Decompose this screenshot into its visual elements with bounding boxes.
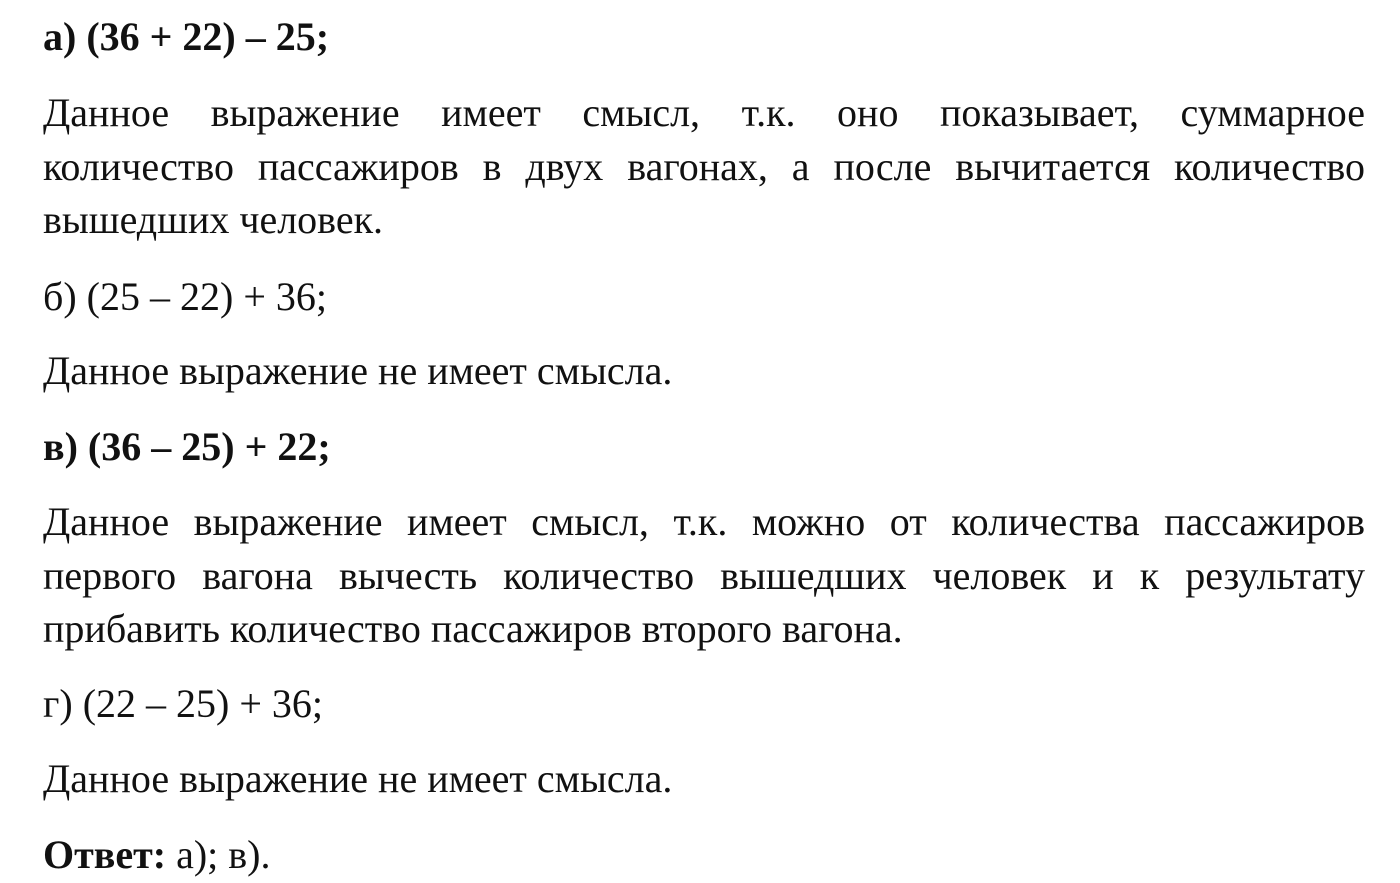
item-g-heading: г) (22 – 25) + 36; <box>43 681 324 726</box>
answer-label: Ответ: <box>43 832 167 877</box>
item-a-explanation-line-3: вышедших человек. <box>43 197 384 242</box>
item-v-explanation-line-2: первого вагона вычесть количество вышедших человек и к результату <box>43 552 1365 598</box>
item-v-explanation <box>43 495 1365 656</box>
item-v-explanation-line-1: Данное выражение имеет смысл, т.к. можно от количества пассажиров <box>43 499 1365 544</box>
item-v-heading: в) (36 – 25) + 22; <box>43 424 331 469</box>
answer-value: а); в). <box>176 832 271 877</box>
item-b-explanation: Данное выражение не имеет смысла. <box>43 348 673 393</box>
item-a-explanation-line-1: Данное выражение имеет смысл, т.к. оно показывает, суммарное <box>43 90 1365 135</box>
item-g-explanation: Данное выражение не имеет смысла. <box>43 756 673 801</box>
item-b-heading: б) (25 – 22) + 36; <box>43 274 327 319</box>
item-a-explanation <box>43 86 1365 247</box>
item-a-heading: а) (36 + 22) – 25; <box>43 14 330 59</box>
item-a-explanation-line-2: количество пассажиров в двух вагонах, а после вычитается количество <box>43 143 1365 189</box>
item-v-explanation-line-3: прибавить количество пассажиров второго вагона. <box>43 606 903 651</box>
answer-line <box>43 828 1365 882</box>
